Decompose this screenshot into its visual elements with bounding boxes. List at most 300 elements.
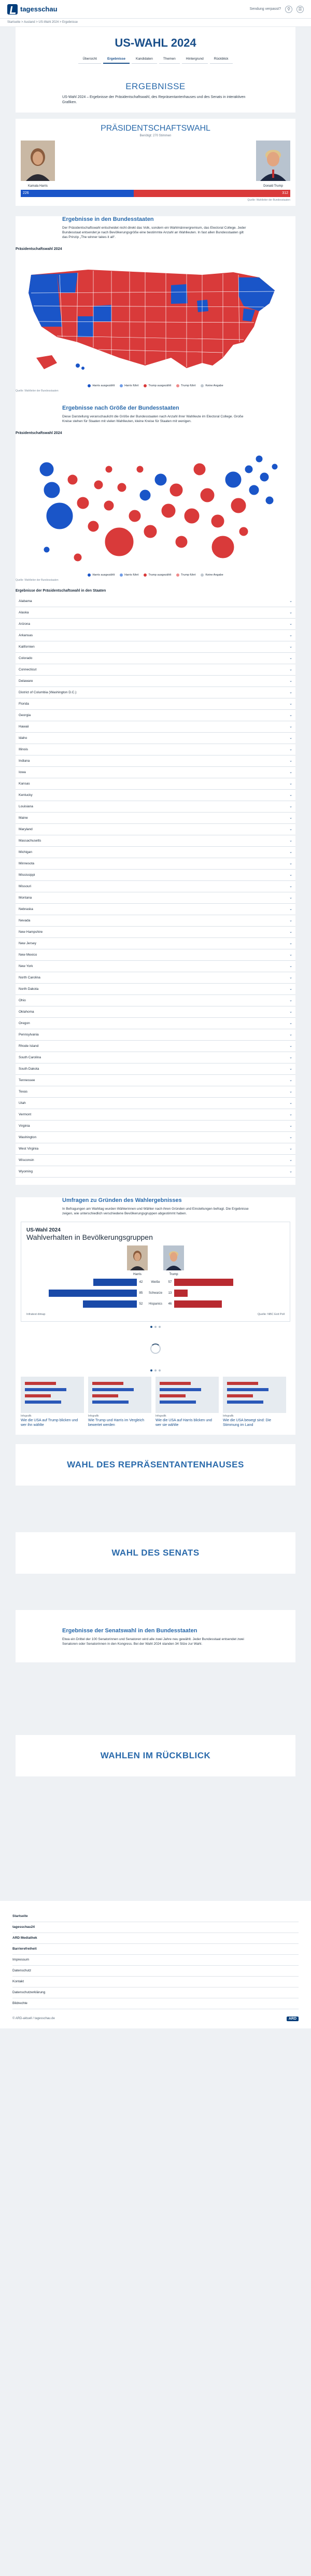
chevron-down-icon: ⌄: [289, 1021, 292, 1026]
state-row[interactable]: [16, 767, 295, 778]
bubble-map-graphic[interactable]: [16, 438, 295, 568]
chevron-down-icon: ⌄: [289, 1079, 292, 1083]
trump-name: Donald Trump: [263, 184, 283, 188]
state-row[interactable]: [16, 949, 295, 961]
teaser-kicker: Infografik: [21, 1414, 32, 1418]
state-bubble[interactable]: [265, 496, 274, 505]
state-row[interactable]: [16, 835, 295, 847]
state-name: Wisconsin: [19, 1158, 34, 1162]
state-bubble[interactable]: [272, 464, 278, 470]
state-bubble[interactable]: [39, 462, 54, 477]
teaser-thumbnail: [88, 1377, 151, 1413]
state-row[interactable]: [16, 676, 295, 687]
state-row[interactable]: [16, 1075, 295, 1086]
breadcrumb[interactable]: Startseite > Ausland > US-Wahl 2024 > Ergebnisse: [0, 19, 311, 27]
state-name: North Carolina: [19, 975, 40, 979]
states-map-text: Der Präsidentschaftswahl entscheidet nicht direkt das Volk, sondern ein Wahlmännergremium, das Electoral College. Jeder Bundesstaat entsendet je nach Bevölkerungsgröße eine bestimmte Anzahl an Wahlleuten. In fast allen Bundesstaaten gilt das Prinzip „The winner takes it all“.: [62, 226, 246, 240]
state-bubble[interactable]: [144, 525, 157, 538]
president-subtitle: Benötigt: 270 Stimmen: [139, 134, 172, 137]
state-name: Kansas: [19, 781, 30, 786]
poll-trump-label: Trump: [169, 1272, 178, 1276]
teaser-thumbnail: [21, 1377, 84, 1413]
teaser-card[interactable]: [88, 1377, 151, 1427]
chevron-down-icon: ⌄: [289, 622, 292, 626]
president-title: PRÄSIDENTSCHAFTSWAHL: [101, 123, 210, 133]
candidate-harris: [21, 141, 55, 188]
senate-results-heading: Ergebnisse der Senatswahl in den Bundesstaaten: [62, 1627, 197, 1634]
president-source: Quelle: Wahlleiter der Bundesstaaten: [247, 198, 290, 202]
poll-card[interactable]: [21, 1222, 290, 1322]
state-row[interactable]: [16, 972, 295, 984]
state-list-heading: Ergebnisse der Präsidentschaftswahl in den Staaten: [16, 589, 106, 593]
search-icon[interactable]: ⚲: [285, 6, 292, 13]
chevron-down-icon: ⌄: [289, 816, 292, 820]
state-row[interactable]: [16, 710, 295, 721]
state-name: New Mexico: [19, 953, 37, 957]
teaser-card[interactable]: [223, 1377, 286, 1427]
alaska-shape: [36, 355, 57, 369]
chevron-down-icon: ⌄: [289, 771, 292, 775]
teaser-title: Wie Trump und Harris im Vergleich bewertet werden: [88, 1418, 145, 1427]
state-bubble[interactable]: [184, 508, 200, 524]
footer-link[interactable]: Barrierefreiheit: [12, 1944, 299, 1955]
state-row[interactable]: [16, 596, 295, 607]
teaser-row: [16, 1377, 295, 1435]
us-bubble-map[interactable]: [16, 438, 295, 577]
poll-group-label: Schwarze: [148, 1291, 163, 1295]
chevron-down-icon: ⌄: [289, 976, 292, 980]
trump-photo: [256, 141, 290, 181]
poll-footer-right: Quelle: NBC Exit Poll: [258, 1312, 285, 1316]
state-row[interactable]: [16, 1006, 295, 1018]
bubble-legend: Harris ausgezählt Harris führt Trump ausgezählt Trump führt Keine Angabe: [16, 573, 295, 577]
state-row[interactable]: [16, 984, 295, 995]
poll-row: [26, 1278, 285, 1287]
state-bubble[interactable]: [44, 547, 50, 553]
chevron-down-icon: ⌄: [289, 1067, 292, 1071]
poll-value-trump: 46: [168, 1302, 172, 1306]
chevron-down-icon: ⌄: [289, 793, 292, 797]
state-row[interactable]: [16, 1109, 295, 1121]
chevron-down-icon: ⌄: [289, 930, 292, 934]
state-row[interactable]: [16, 755, 295, 767]
poll-value-trump: 57: [168, 1280, 172, 1284]
state-name: South Dakota: [19, 1067, 39, 1071]
legend-dot: [176, 573, 179, 577]
missed-show-link[interactable]: Sendung verpasst?: [249, 7, 281, 11]
legend-dot: [144, 384, 147, 387]
state-row[interactable]: [16, 641, 295, 653]
state-row[interactable]: [16, 778, 295, 790]
state-row[interactable]: [16, 744, 295, 755]
footer-link[interactable]: Kontakt: [12, 1977, 299, 1987]
state-row[interactable]: [16, 630, 295, 641]
state-bubble[interactable]: [139, 489, 151, 501]
legend-dot: [201, 573, 204, 577]
state-name: Washington: [19, 1135, 37, 1139]
candidate-trump: [256, 141, 290, 188]
state-row[interactable]: [16, 687, 295, 698]
state-row[interactable]: [16, 1063, 295, 1075]
state-bubble[interactable]: [256, 455, 263, 463]
state-name: Rhode Island: [19, 1044, 39, 1048]
state-results-list: [16, 589, 295, 1178]
state-row[interactable]: [16, 1041, 295, 1052]
chevron-down-icon: ⌄: [289, 759, 292, 763]
footer-link[interactable]: Datenschutz: [12, 1966, 299, 1977]
state-row[interactable]: [16, 1143, 295, 1155]
state-name: Colorado: [19, 656, 33, 660]
state-row[interactable]: [16, 1166, 295, 1178]
state-name: Connecticut: [19, 667, 37, 671]
chevron-down-icon: ⌄: [289, 999, 292, 1003]
chevron-down-icon: ⌄: [289, 953, 292, 957]
state-bubble[interactable]: [245, 465, 253, 473]
trump-votes: 312: [134, 190, 290, 197]
ard-logo-icon: ARD: [287, 2017, 299, 2021]
poll-value-trump: 13: [168, 1291, 172, 1295]
state-row[interactable]: [16, 915, 295, 927]
state-row[interactable]: [16, 995, 295, 1006]
size-map-heading: Ergebnisse nach Größe der Bundesstaaten: [62, 404, 179, 411]
state-row[interactable]: [16, 904, 295, 915]
footer-link[interactable]: Datenschutzerklärung: [12, 1987, 299, 1998]
ergebnisse-heading: ERGEBNISSE: [125, 81, 186, 91]
carousel-dots[interactable]: [16, 1326, 295, 1328]
states-map-heading: Ergebnisse in den Bundesstaaten: [62, 216, 154, 222]
state-name: North Dakota: [19, 987, 39, 991]
poll-value-harris: 85: [139, 1291, 143, 1295]
state-row[interactable]: [16, 1098, 295, 1109]
state-row[interactable]: [16, 881, 295, 892]
tab-0[interactable]: Übersicht: [78, 55, 101, 64]
state-bubble[interactable]: [211, 536, 234, 558]
chevron-down-icon: ⌄: [289, 964, 292, 969]
teaser-kicker: Infografik: [88, 1414, 99, 1418]
tagesschau-logo[interactable]: tagesschau: [7, 4, 58, 15]
state-name: District of Columbia (Washington D.C.): [19, 690, 77, 694]
state-bubble[interactable]: [46, 502, 73, 529]
poll-group-label: Hispanics: [148, 1302, 162, 1306]
state-name: South Carolina: [19, 1055, 41, 1059]
teaser-dots[interactable]: [16, 1369, 295, 1371]
state-row[interactable]: [16, 870, 295, 881]
state-row[interactable]: [16, 961, 295, 972]
teaser-title: Wie die USA bewegt sind: Die Stimmung im Land: [223, 1418, 271, 1427]
chevron-down-icon: ⌄: [289, 1113, 292, 1117]
poll-row: [26, 1289, 285, 1298]
state-name: Iowa: [19, 770, 26, 774]
chevron-down-icon: ⌄: [289, 907, 292, 912]
poll-bar-trump: [174, 1290, 188, 1297]
poll-value-harris: 52: [139, 1302, 143, 1306]
chevron-down-icon: ⌄: [289, 885, 292, 889]
chevron-down-icon: ⌄: [289, 896, 292, 900]
state-bubble[interactable]: [169, 483, 183, 497]
teaser-kicker: Infografik: [156, 1414, 166, 1418]
state-row[interactable]: [16, 1086, 295, 1098]
us-map-graphic[interactable]: [16, 254, 295, 379]
state-bubble[interactable]: [211, 514, 224, 528]
footer-link[interactable]: ARD Mediathek: [12, 1933, 299, 1944]
state-bubble[interactable]: [77, 497, 89, 509]
state-name: Alaska: [19, 610, 29, 614]
poll-group-label: Weiße: [151, 1280, 160, 1284]
state-bubble[interactable]: [231, 498, 246, 513]
state-row[interactable]: [16, 892, 295, 904]
poll-bar-harris: [49, 1290, 137, 1297]
poll-title: Wahlverhalten in Bevölkerungsgruppen: [26, 1233, 153, 1241]
poll-bar-harris: [83, 1300, 137, 1308]
state-bubble[interactable]: [88, 521, 99, 532]
legend-dot: [88, 384, 91, 387]
footer: [0, 1901, 311, 2028]
state-name: Louisiana: [19, 804, 33, 808]
state-row[interactable]: [16, 1052, 295, 1063]
chevron-down-icon: ⌄: [289, 679, 292, 683]
state-name: Illinois: [19, 747, 29, 751]
tagesschau-logo-icon: [7, 4, 18, 15]
teaser-title: Wie die USA auf Trump blicken und wer ihn wählte: [21, 1418, 78, 1427]
state-name: New Hampshire: [19, 930, 43, 934]
chevron-down-icon: ⌄: [289, 850, 292, 855]
chevron-down-icon: ⌄: [289, 656, 292, 661]
state-row[interactable]: [16, 847, 295, 858]
state-name: Ohio: [19, 998, 26, 1002]
state-name: Nebraska: [19, 907, 33, 911]
menu-icon[interactable]: ☰: [296, 6, 304, 13]
chevron-down-icon: ⌄: [289, 1033, 292, 1037]
state-bubble[interactable]: [193, 463, 206, 475]
state-bubble[interactable]: [117, 483, 126, 492]
chevron-down-icon: ⌄: [289, 1170, 292, 1174]
state-row[interactable]: [16, 664, 295, 676]
state-bubble[interactable]: [67, 474, 78, 485]
chevron-down-icon: ⌄: [289, 736, 292, 740]
state-name: Massachusetts: [19, 838, 41, 843]
state-name: Texas: [19, 1089, 27, 1094]
state-name: Montana: [19, 895, 32, 900]
state-name: Indiana: [19, 759, 30, 763]
state-name: Delaware: [19, 679, 33, 683]
harris-name: Kamala Harris: [27, 184, 48, 188]
tab-5[interactable]: Rückblick: [210, 55, 233, 64]
chevron-down-icon: ⌄: [289, 1136, 292, 1140]
state-name: Arkansas: [19, 633, 33, 637]
chevron-down-icon: ⌄: [289, 839, 292, 843]
state-bubble[interactable]: [94, 480, 103, 489]
senate-heading: WAHL DES SENATS: [111, 1547, 200, 1558]
state-bubble[interactable]: [200, 488, 215, 502]
state-bubble[interactable]: [44, 482, 60, 498]
ergebnisse-intro: US-Wahl 2024 – Ergebnisse der Präsidentschaftswahl, des Repräsentantenhauses und des Senats in interaktiven Grafiken.: [62, 95, 246, 104]
harris-thumb: [127, 1245, 148, 1270]
state-bubble[interactable]: [129, 510, 141, 522]
state-name: Florida: [19, 702, 29, 706]
teaser-thumbnail: [223, 1377, 286, 1413]
teaser-thumbnail: [156, 1377, 219, 1413]
polls-text: In Befragungen am Wahltag wurden Wählerinnen und Wähler nach ihren Gründen und Einstellungen befragt. Die Ergebnisse zeigen, wie unterschiedlich verschiedene Bevölkerungsgruppen abgestimmt haben.: [62, 1207, 249, 1216]
state-bubble[interactable]: [225, 471, 242, 488]
state-bubble[interactable]: [260, 472, 269, 482]
state-row[interactable]: [16, 858, 295, 870]
state-name: Alabama: [19, 599, 32, 603]
state-row[interactable]: [16, 1155, 295, 1166]
chevron-down-icon: ⌄: [289, 782, 292, 786]
chevron-down-icon: ⌄: [289, 873, 292, 877]
chevron-down-icon: ⌄: [289, 1101, 292, 1105]
map-source: Quelle: Wahlleiter der Bundesstaaten: [16, 389, 59, 393]
chevron-down-icon: ⌄: [289, 634, 292, 638]
state-name: Maryland: [19, 827, 33, 831]
state-name: Pennsylvania: [19, 1032, 39, 1037]
state-bubble[interactable]: [105, 527, 134, 556]
state-row[interactable]: [16, 824, 295, 835]
poll-bar-trump: [174, 1279, 233, 1286]
chevron-down-icon: ⌄: [289, 805, 292, 809]
hawaii-shape: [76, 363, 80, 368]
footer-link[interactable]: Bildrechte: [12, 1998, 299, 2009]
state-name: Nevada: [19, 918, 31, 922]
teaser-card[interactable]: [21, 1377, 84, 1427]
teaser-title: Wie die USA auf Harris blicken und wer sie wählte: [156, 1418, 212, 1427]
header-tools: [250, 6, 304, 13]
state-row[interactable]: [16, 938, 295, 949]
footer-link[interactable]: Impressum: [12, 1955, 299, 1966]
state-name: Vermont: [19, 1112, 32, 1116]
chevron-down-icon: ⌄: [289, 1090, 292, 1094]
state-row[interactable]: [16, 607, 295, 619]
tab-4[interactable]: Hintergrund: [182, 55, 208, 64]
chevron-down-icon: ⌄: [289, 1010, 292, 1014]
legend-dot: [176, 384, 179, 387]
state-row[interactable]: [16, 813, 295, 824]
state-row[interactable]: [16, 619, 295, 630]
tab-3[interactable]: Themen: [159, 55, 180, 64]
state-name: Idaho: [19, 736, 27, 740]
state-name: Tennessee: [19, 1078, 35, 1082]
state-name: Hawaii: [19, 724, 29, 729]
harris-photo: [21, 141, 55, 181]
state-row[interactable]: [16, 653, 295, 664]
poll-value-harris: 42: [139, 1280, 143, 1284]
state-name: West Virginia: [19, 1146, 39, 1151]
state-bubble[interactable]: [74, 553, 82, 562]
ard-logo[interactable]: [287, 2017, 299, 2021]
trump-thumb: [163, 1245, 184, 1270]
state-bubble[interactable]: [239, 527, 248, 536]
state-row[interactable]: [16, 1018, 295, 1029]
tab-1[interactable]: Ergebnisse: [103, 55, 130, 64]
state-row[interactable]: [16, 1132, 295, 1143]
chevron-down-icon: ⌄: [289, 1147, 292, 1151]
copyright: © ARD-aktuell / tagesschau.de: [12, 2017, 55, 2021]
state-bubble[interactable]: [105, 466, 112, 473]
state-name: Michigan: [19, 850, 33, 854]
chevron-down-icon: ⌄: [289, 987, 292, 991]
legend-dot: [120, 384, 123, 387]
state-name: Mississippi: [19, 873, 35, 877]
chevron-down-icon: ⌄: [289, 1044, 292, 1048]
states-map-label: Präsidentschaftswahl 2024: [16, 247, 62, 251]
state-name: New Jersey: [19, 941, 36, 945]
state-name: Utah: [19, 1101, 26, 1105]
state-name: Virginia: [19, 1124, 30, 1128]
chevron-down-icon: ⌄: [289, 713, 292, 718]
state-name: Oregon: [19, 1021, 30, 1025]
state-bubble[interactable]: [249, 485, 259, 495]
state-bubble[interactable]: [136, 466, 144, 473]
teaser-kicker: Infografik: [223, 1414, 234, 1418]
chevron-down-icon: ⌄: [289, 611, 292, 615]
size-map-label: Präsidentschaftswahl 2024: [16, 431, 62, 435]
house-heading: WAHL DES REPRÄSENTANTENHAUSES: [67, 1459, 244, 1469]
chevron-down-icon: ⌄: [289, 668, 292, 672]
chevron-down-icon: ⌄: [289, 919, 292, 923]
size-map-text: Diese Darstellung veranschaulicht die Größe der Bundesstaaten nach Anzahl ihrer Wahlleute im Electoral College. Große Kreise stehen für Staaten mit vielen Wahlleuten, kleine Kreise für Staaten mit wenigen.: [62, 414, 244, 424]
state-row[interactable]: [16, 733, 295, 744]
tab-2[interactable]: Kandidaten: [132, 55, 157, 64]
state-name: Wyoming: [19, 1169, 33, 1173]
poll-row: [26, 1299, 285, 1309]
state-row[interactable]: [16, 721, 295, 733]
state-name: Minnesota: [19, 861, 34, 865]
state-name: Arizona: [19, 622, 31, 626]
senate-results-text: Etwa ein Drittel der 100 Senatorinnen und Senatoren wird alle zwei Jahre neu gewählt. Jeder Bundesstaat entsendet zwei Senatoren oder Senatorinnen in den Kongress. Bei der Wahl 2024 standen 34 Sitze zur Wahl.: [62, 1637, 244, 1646]
us-states-map[interactable]: [16, 254, 295, 387]
chevron-down-icon: ⌄: [289, 748, 292, 752]
state-row[interactable]: [16, 790, 295, 801]
poll-harris-label: Harris: [133, 1272, 142, 1276]
state-name: Maine: [19, 816, 28, 820]
legend-dot: [120, 573, 123, 577]
teaser-card[interactable]: [156, 1377, 219, 1427]
chevron-down-icon: ⌄: [289, 862, 292, 866]
chevron-down-icon: ⌄: [289, 1056, 292, 1060]
state-bubble[interactable]: [161, 503, 176, 518]
chevron-down-icon: ⌄: [289, 828, 292, 832]
state-row[interactable]: [16, 698, 295, 710]
chevron-down-icon: ⌄: [289, 725, 292, 729]
rueckblick-heading: WAHLEN IM RÜCKBLICK: [100, 1750, 211, 1760]
state-row[interactable]: [16, 927, 295, 938]
footer-link[interactable]: Startseite: [12, 1911, 299, 1922]
state-bubble[interactable]: [175, 536, 188, 548]
legend-dot: [88, 573, 91, 577]
poll-bar-trump: [174, 1300, 222, 1308]
chevron-down-icon: ⌄: [289, 599, 292, 604]
state-name: Missouri: [19, 884, 32, 888]
chevron-down-icon: ⌄: [289, 1124, 292, 1128]
legend-dot: [201, 384, 204, 387]
poll-footer-left: Infratest dimap: [26, 1312, 46, 1316]
state-row[interactable]: [16, 801, 295, 813]
state-row[interactable]: [16, 1029, 295, 1041]
polls-heading: Umfragen zu Gründen des Wahlergebnisses: [62, 1197, 182, 1203]
footer-link[interactable]: tagesschau24: [12, 1922, 299, 1933]
harris-votes: 226: [21, 190, 134, 197]
state-row[interactable]: [16, 1121, 295, 1132]
state-bubble[interactable]: [154, 473, 167, 486]
state-bubble[interactable]: [104, 500, 114, 511]
chevron-down-icon: ⌄: [289, 691, 292, 695]
president-result: [16, 119, 295, 206]
poll-kicker: US-Wahl 2024: [26, 1227, 61, 1233]
chevron-down-icon: ⌄: [289, 942, 292, 946]
page-title: US-WAHL 2024: [115, 36, 196, 49]
loading-spinner-icon: [150, 1343, 161, 1354]
bubble-source: Quelle: Wahlleiter der Bundesstaaten: [16, 578, 59, 582]
